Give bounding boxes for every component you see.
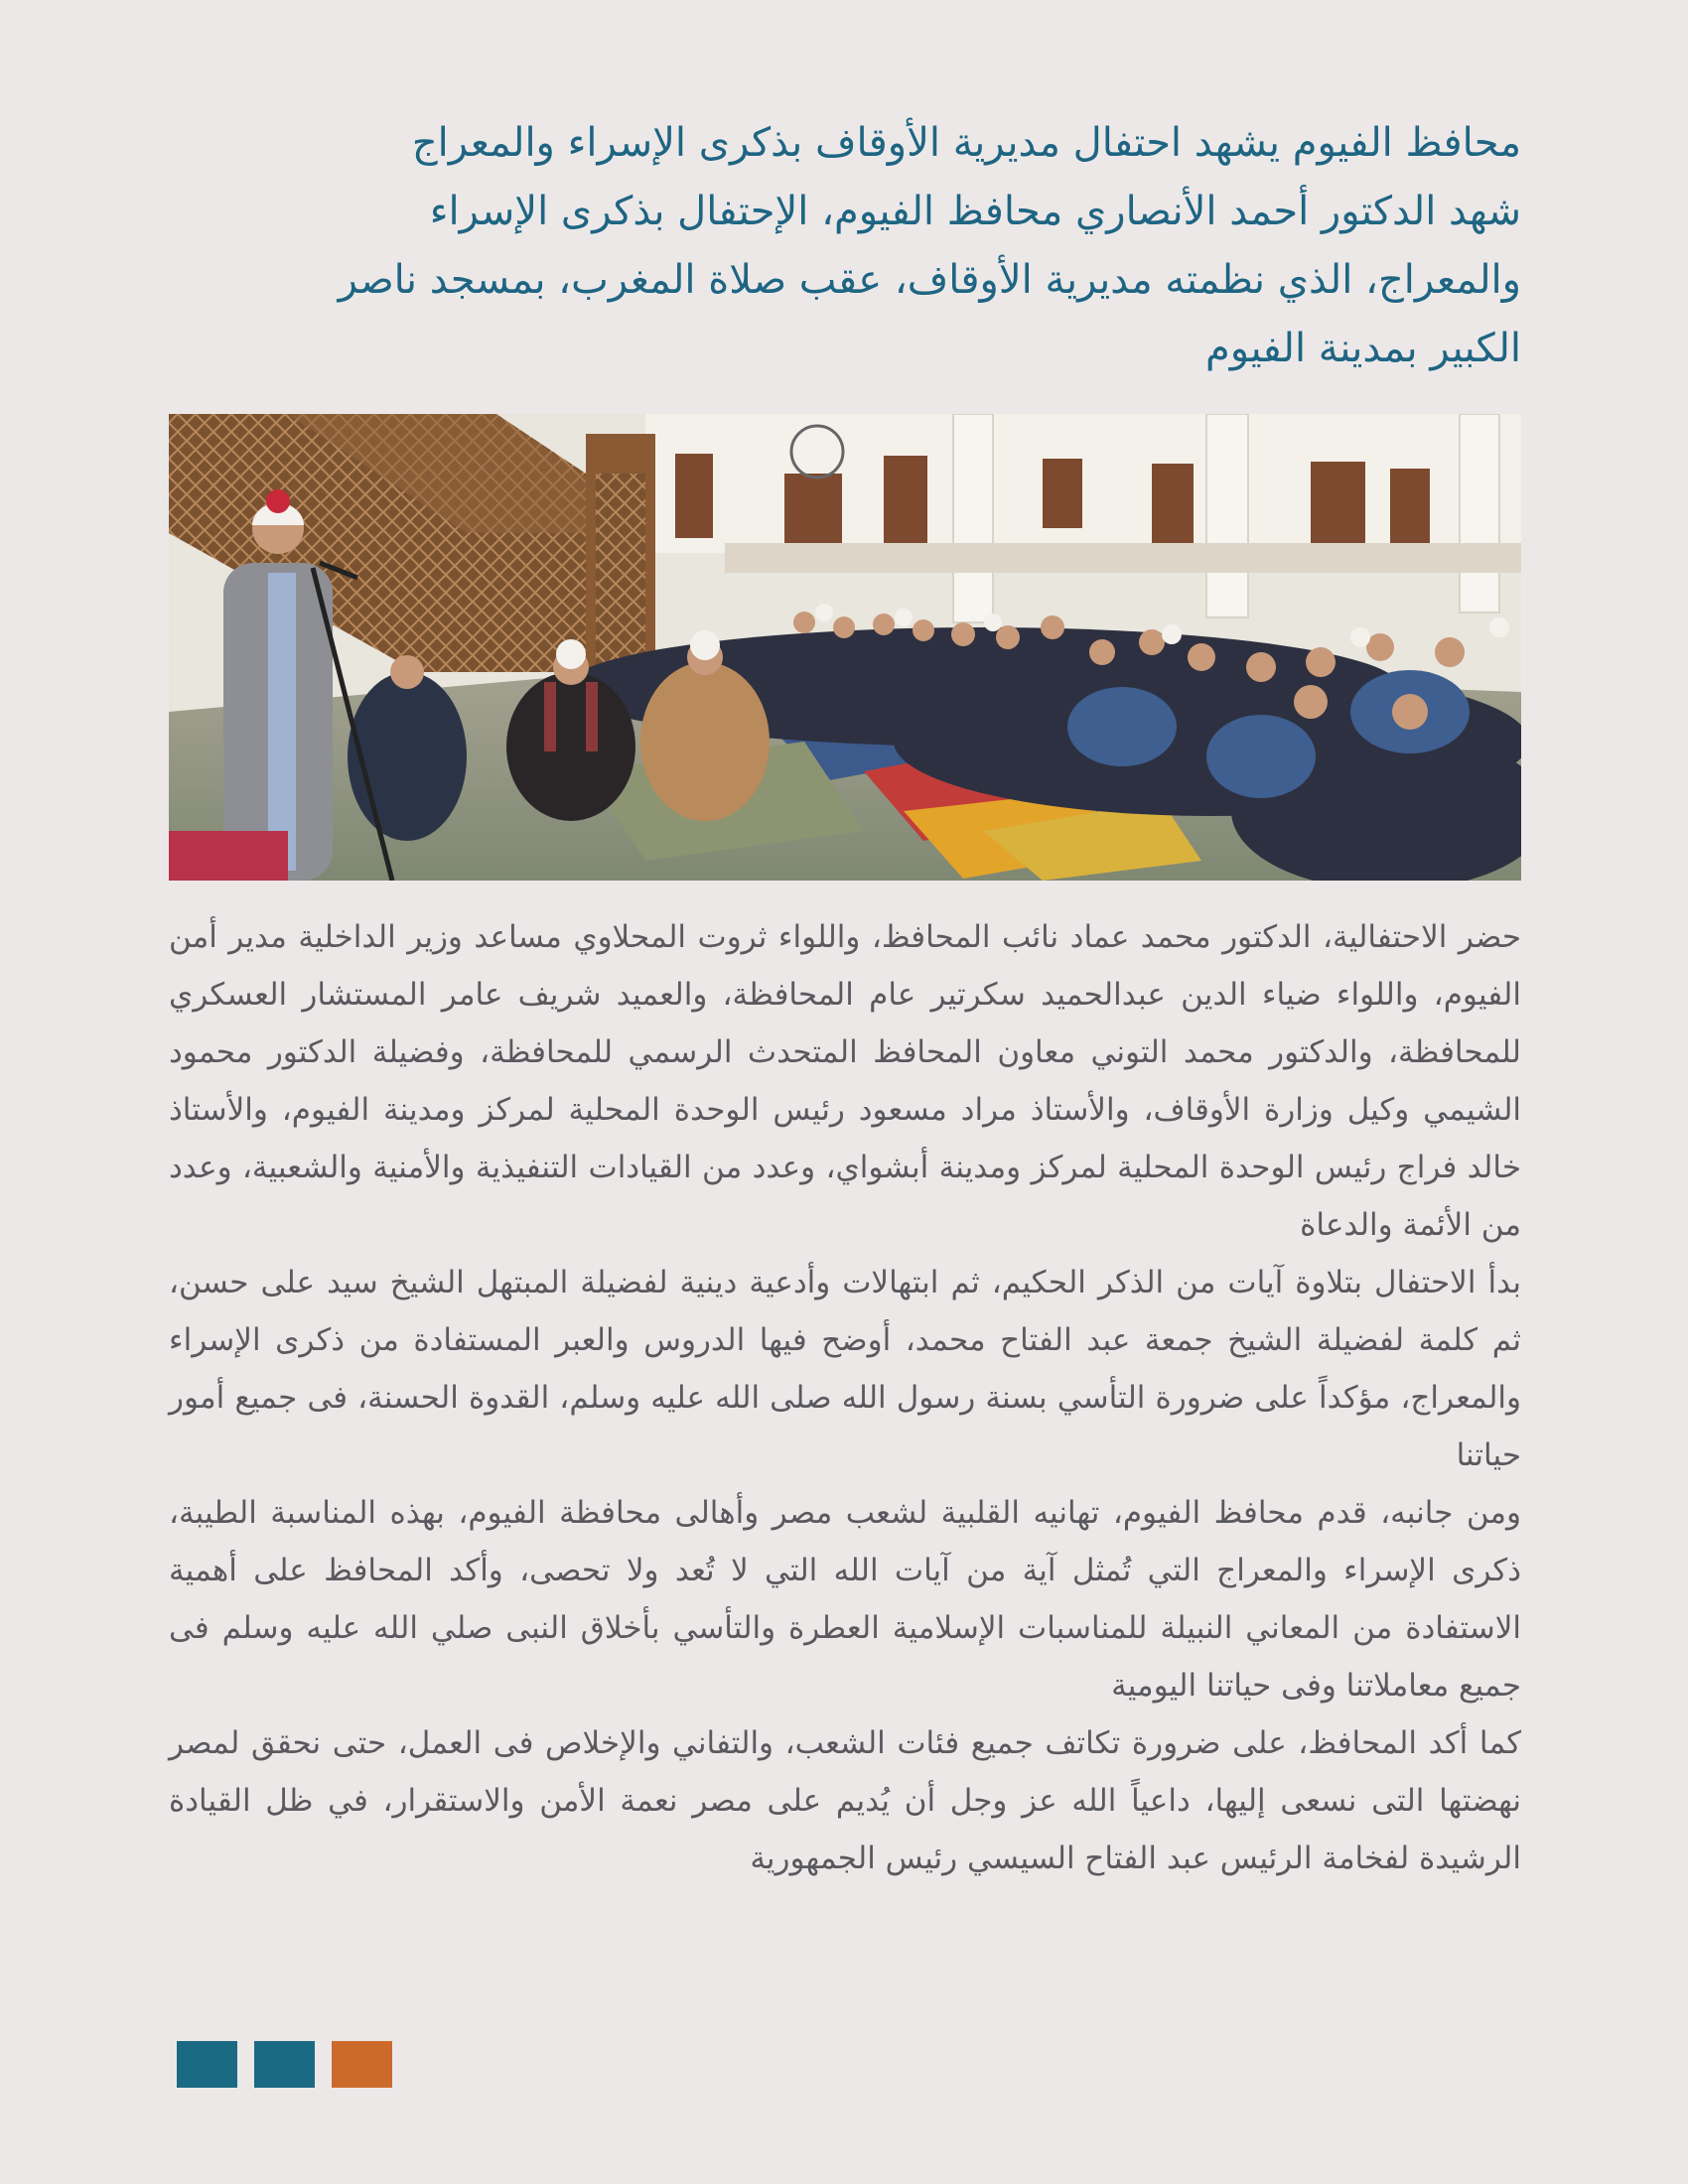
paragraph: بدأ الاحتفال بتلاوة آيات من الذكر الحكيم، ثم ابتهالات وأدعية دينية لفضيلة المبتهل الشيخ سيد على حسن، ثم كلمة لفضيلة الشيخ جمعة عبد الفتاح محمد، أوضح فيها الدروس والعبر المستفادة من ذكرى الإسراء والمعراج، مؤكداً على ضرورة التأسي بسنة رسول الله صلى الله عليه وسلم، القدوة الحسنة، فى جميع أمور حياتنا — [169, 1265, 1521, 1473]
article-title — [169, 109, 1521, 383]
title-line: شهد الدكتور أحمد الأنصاري محافظ الفيوم، الإحتفال بذكرى الإسراء — [429, 189, 1521, 234]
square-blue-1 — [177, 2041, 237, 2088]
mosque-celebration-photo — [169, 414, 1521, 881]
article — [169, 109, 1521, 1876]
paragraph: كما أكد المحافظ، على ضرورة تكاتف جميع فئات الشعب، والتفاني والإخلاص فى العمل، حتى نحقق لمصر نهضتها التى نسعى إليها، داعياً الله عز وجل أن يُديم على مصر نعمة الأمن والاستقرار، في ظل القيادة الرشيدة لفخامة الرئيس عبد الفتاح السيسي رئيس الجمهورية — [169, 1725, 1521, 1876]
title-line: الكبير بمدينة الفيوم — [1205, 326, 1521, 371]
paragraph: حضر الاحتفالية، الدكتور محمد عماد نائب المحافظ، واللواء ثروت المحلاوي مساعد وزير الداخلية مدير أمن الفيوم، واللواء ضياء الدين عبدالحميد سكرتير عام المحافظة، والعميد شريف عامر المستشار العسكري للمحافظة، والدكتور محمد التوني معاون المحافظ المتحدث الرسمي للمحافظة، وفضيلة الدكتور محمود الشيمي وكيل وزارة الأوقاف، والأستاذ مراد مسعود رئيس الوحدة المحلية لمركز ومدينة الفيوم، والأستاذ خالد فراج رئيس الوحدة المحلية لمركز ومدينة أبشواي، وعدد من القيادات التنفيذية والأمنية والشعبية، وعدد من الأئمة والدعاة — [169, 919, 1521, 1243]
article-body — [169, 908, 1521, 1887]
square-blue-2 — [254, 2041, 315, 2088]
square-orange — [332, 2041, 392, 2088]
title-line: والمعراج، الذي نظمته مديرية الأوقاف، عقب صلاة المغرب، بمسجد ناصر — [338, 257, 1521, 303]
paragraph: ومن جانبه، قدم محافظ الفيوم، تهانيه القلبية لشعب مصر وأهالى محافظة الفيوم، بهذه المناسبة الطيبة، ذكرى الإسراء والمعراج التي تُمثل آية من آيات الله التي لا تُعد ولا تحصى، وأكد المحافظ على أهمية الاستفادة من المعاني النبيلة للمناسبات الإسلامية العطرة والتأسي بأخلاق النبى صلي الله عليه وسلم فى جميع معاملاتنا وفى حياتنا اليومية — [169, 1495, 1521, 1704]
title-line: محافظ الفيوم يشهد احتفال مديرية الأوقاف بذكرى الإسراء والمعراج — [411, 120, 1521, 166]
decorative-squares — [177, 2041, 392, 2088]
